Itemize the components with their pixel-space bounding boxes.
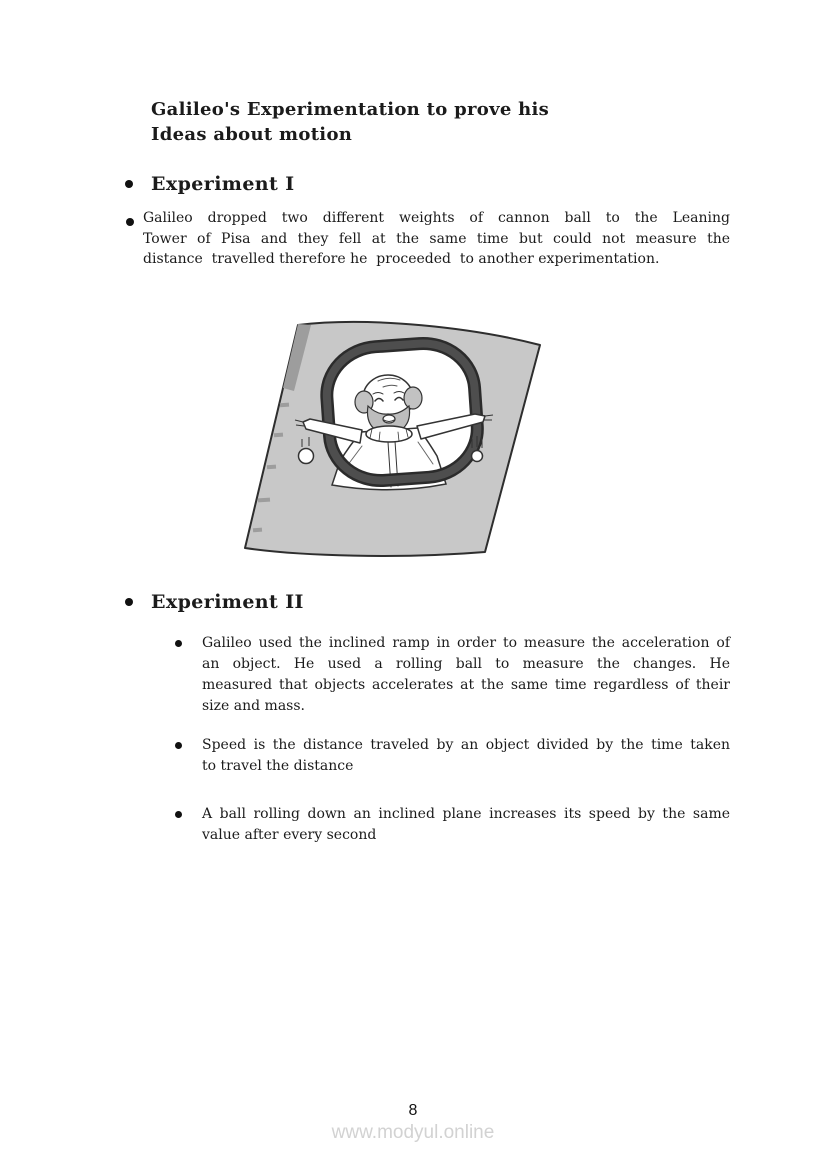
paragraph-line: Tower of Pisa and they fell at the same time but could not measure the — [143, 230, 730, 247]
bullet-line: measured that objects accelerates at the same time regardless of their — [202, 677, 730, 693]
page-title-line-1: Galileo's Experimentation to prove his — [151, 99, 550, 120]
paragraph-line: distance travelled therefore he proceeded to another experimentation. — [143, 251, 660, 267]
bullet-line: an object. He used a rolling ball to measure the changes. He — [202, 656, 730, 672]
experiment-2-heading: Experiment II — [151, 591, 304, 613]
heavy-ball — [299, 449, 314, 464]
bullet-line: to travel the distance — [202, 758, 354, 774]
bullet-line: size and mass. — [202, 698, 305, 714]
bullet-line: Speed is the distance traveled by an object divided by the time taken — [202, 737, 730, 753]
experiment-1-heading: Experiment I — [151, 173, 295, 195]
galileo-tower-illustration — [240, 315, 555, 560]
page-title — [151, 97, 549, 147]
experiment-2-bullet-2 — [202, 735, 730, 777]
hair-right — [404, 387, 422, 409]
experiment-2-bullet-3 — [202, 804, 730, 846]
ruff-collar — [366, 426, 412, 442]
page-title-line-2: Ideas about motion — [151, 124, 353, 145]
experiment-1-paragraph — [143, 208, 730, 270]
experiment-2-bullet-1 — [202, 633, 730, 717]
bullet-line: value after every second — [202, 827, 377, 843]
bullet-line: Galileo used the inclined ramp in order to measure the acceleration of — [202, 635, 730, 651]
bullet-line: A ball rolling down an inclined plane increases its speed by the same — [202, 806, 730, 822]
paragraph-line: Galileo dropped two different weights of cannon ball to the Leaning — [143, 210, 730, 226]
page-number: 8 — [408, 1102, 418, 1119]
light-ball — [472, 451, 483, 462]
watermark: www.modyul.online — [331, 1122, 495, 1143]
